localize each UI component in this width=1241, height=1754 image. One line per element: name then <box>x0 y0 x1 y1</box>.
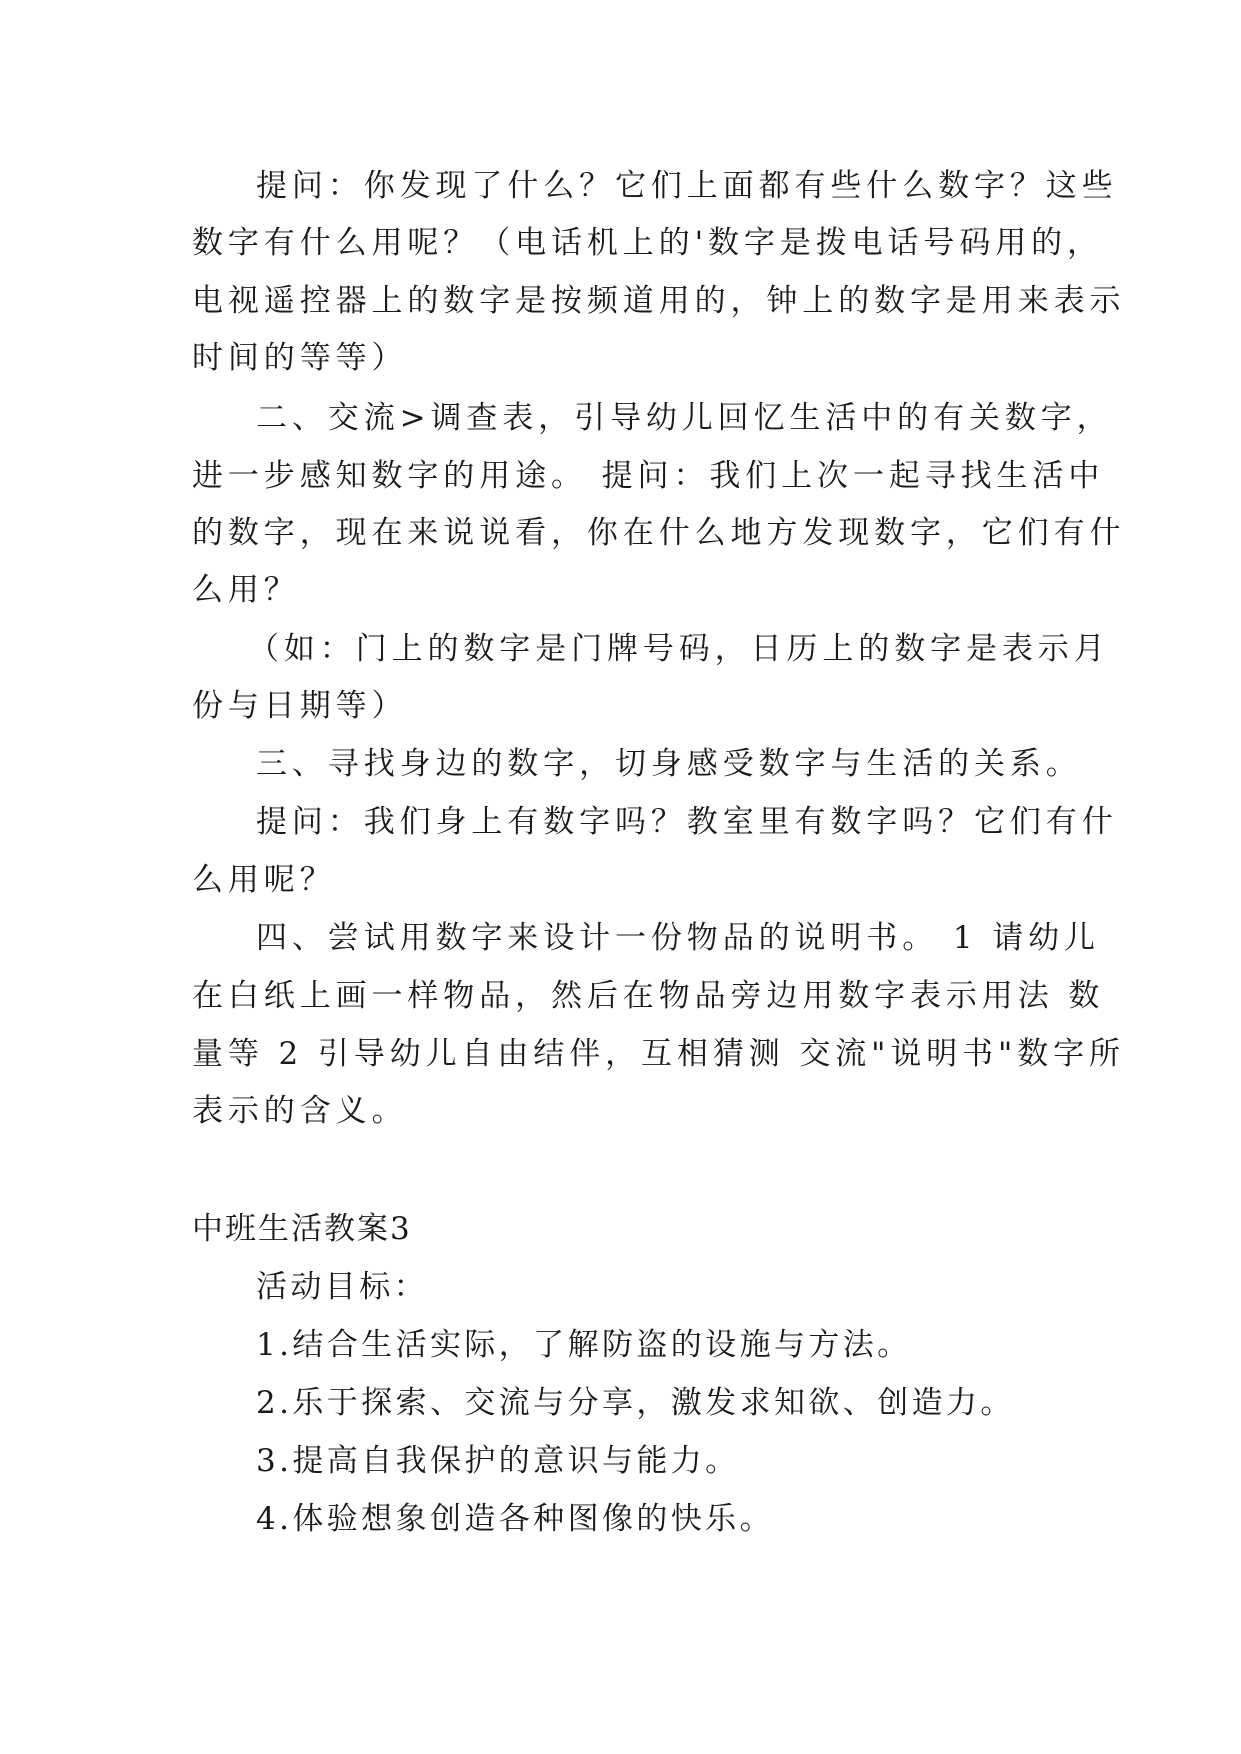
section-title: 中班生活教案3 <box>192 1211 412 1247</box>
paragraph-line: 二、交流>调查表，引导幼儿回忆生活中的有关数字， <box>256 400 1113 436</box>
paragraph-line: 进一步感知数字的用途。 提问：我们上次一起寻找生活中 <box>192 458 1105 494</box>
paragraph-line: 么用呢？ <box>192 862 336 898</box>
paragraph-line: 时间的等等） <box>192 340 408 376</box>
paragraph-line: 提问：我们身上有数字吗？教室里有数字吗？它们有什 <box>256 804 1118 840</box>
paragraph-line: 提问：你发现了什么？它们上面都有些什么数字？这些 <box>256 168 1118 204</box>
paragraph-line: 四、尝试用数字来设计一份物品的说明书。 1 请幼儿 <box>256 920 1100 956</box>
paragraph-line: 么用？ <box>192 572 300 608</box>
paragraph-line: 数字有什么用呢？（电话机上的'数字是拨电话号码用的， <box>192 225 1103 261</box>
paragraph-line: 份与日期等） <box>192 688 408 724</box>
paragraph-line: 表示的含义。 <box>192 1093 408 1129</box>
paragraph-line: （如：门上的数字是门牌号码，日历上的数字是表示月 <box>248 631 1110 667</box>
paragraph-line: 在白纸上画一样物品，然后在物品旁边用数字表示用法 数 <box>192 978 1105 1014</box>
objective-item: 1.结合生活实际，了解防盗的设施与方法。 <box>256 1327 912 1363</box>
objective-item: 4.体验想象创造各种图像的快乐。 <box>256 1501 774 1537</box>
paragraph-line: 的数字，现在来说说看，你在什么地方发现数字，它们有什 <box>192 515 1126 551</box>
objective-item: 2.乐于探索、交流与分享，激发求知欲、创造力。 <box>256 1385 1015 1421</box>
objective-item: 3.提高自我保护的意识与能力。 <box>256 1443 740 1479</box>
paragraph-line: 三、寻找身边的数字，切身感受数字与生活的关系。 <box>256 746 1082 782</box>
paragraph-line: 电视遥控器上的数字是按频道用的，钟上的数字是用来表示 <box>192 283 1126 319</box>
paragraph-line: 量等 2 引导幼儿自由结伴，互相猜测 交流"说明书"数字所 <box>192 1036 1125 1072</box>
objectives-label: 活动目标： <box>256 1269 428 1305</box>
